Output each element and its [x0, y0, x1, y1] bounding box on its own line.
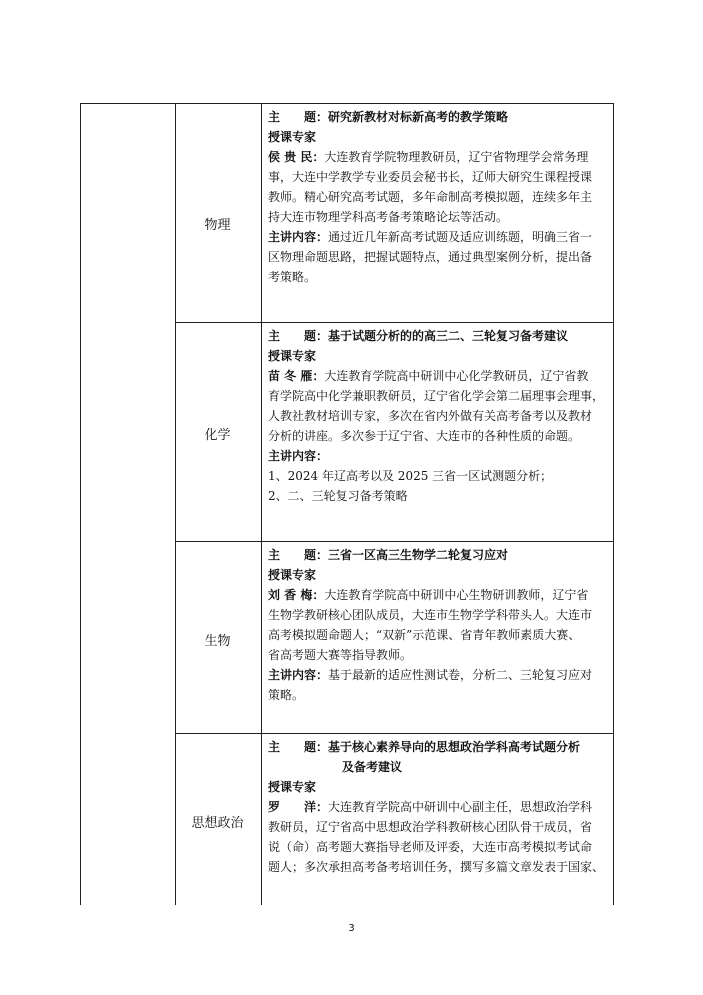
theme-text: 三省一区高三生物学二轮复习应对 [328, 548, 509, 562]
bio-line: 高考模拟题命题人；“双新”示范课、省青年教师素质大赛、 [268, 628, 581, 642]
bio-line: 持大连市物理学科高考备考策略论坛等活动。 [268, 210, 509, 224]
bio-line: 大连教育学院物理教研员，辽宁省物理学会常务理 [324, 150, 589, 164]
subject-label: 化学 [204, 428, 231, 443]
bio-line: 教研员，辽宁省高中思想政治学科教研核心团队骨干成员，省 [268, 820, 593, 834]
theme-label: 主 题： [268, 548, 329, 562]
page-number: 3 [348, 923, 355, 934]
bio-line: 生物学教研核心团队成员，大连市生物学学科带头人。大连市 [268, 608, 593, 622]
content-label: 主讲内容： [268, 230, 329, 244]
content-line: 区物理命题思路，把握试题特点，通过典型案例分析，提出备 [268, 250, 593, 264]
content-line: 2、二、三轮复习备考策略 [268, 489, 408, 503]
bio-line: 说（命）高考题大赛指导老师及评委，大连市高考模拟考试命 [268, 840, 593, 854]
expert-heading: 授课专家 [268, 568, 317, 582]
content-line: 基于最新的适应性测试卷，分析二、三轮复习应对 [328, 668, 593, 682]
theme-label: 主 题： [268, 110, 329, 124]
section-physics [268, 107, 606, 287]
subject-label: 物理 [204, 218, 231, 233]
subject-label: 生物 [204, 634, 231, 649]
section-politics [268, 737, 606, 877]
bio-line: 题人；多次承担高考备考培训任务，撰写多篇文章发表于国家、 [268, 860, 605, 874]
bio-line: 分析的讲座。多次参于辽宁省、大连市的各种性质的命题。 [268, 429, 581, 443]
content-label: 主讲内容： [268, 449, 329, 463]
theme-label: 主 题： [268, 740, 329, 754]
content-line: 策略。 [268, 688, 305, 702]
expert-heading: 授课专家 [268, 349, 317, 363]
bio-line: 教师。精心研究高考试题，多年命制高考模拟题，连续多年主 [268, 190, 593, 204]
expert-heading: 授课专家 [268, 780, 317, 794]
theme-text: 基于试题分析的的高三二、三轮复习备考建议 [328, 329, 569, 343]
bio-line: 事，大连中学教学专业委员会秘书长，辽师大研究生课程授课 [268, 170, 593, 184]
content-line: 1、2024 年辽高考以及 2025 三省一区试测题分析； [268, 469, 553, 483]
content-line: 通过近几年新高考试题及适应训练题，明确三省一 [328, 230, 593, 244]
expert-name: 罗 洋： [268, 800, 329, 814]
theme-text: 研究新教材对标新高考的教学策略 [328, 110, 509, 124]
expert-heading: 授课专家 [268, 130, 317, 144]
bio-line: 大连教育学院高中研训中心生物研训教师，辽宁省 [324, 588, 589, 602]
bio-line: 省高考题大赛等指导教师。 [268, 648, 413, 662]
content-line: 考策略。 [268, 270, 317, 284]
section-biology [268, 545, 606, 705]
theme-label: 主 题： [268, 329, 329, 343]
theme-text: 基于核心素养导向的思想政治学科高考试题分析 [328, 740, 581, 754]
section-chemistry [268, 326, 606, 506]
bio-line: 大连教育学院高中研训中心副主任，思想政治学科 [328, 800, 593, 814]
content-label: 主讲内容： [268, 668, 329, 682]
expert-name: 侯 贵 民： [268, 150, 325, 164]
expert-name: 刘 香 梅： [268, 588, 325, 602]
bio-line: 大连教育学院高中研训中心化学教研员，辽宁省教 [324, 369, 589, 383]
theme-text-continued: 及备考建议 [342, 760, 403, 774]
expert-name: 苗 冬 雁： [268, 369, 325, 383]
bio-line: 育学院高中化学兼职教研员，辽宁省化学会第二届理事会理事， [268, 389, 605, 403]
bio-line: 人教社教材培训专家，多次在省内外做有关高考备考以及教材 [268, 409, 593, 423]
subject-label: 思想政治 [191, 816, 244, 831]
